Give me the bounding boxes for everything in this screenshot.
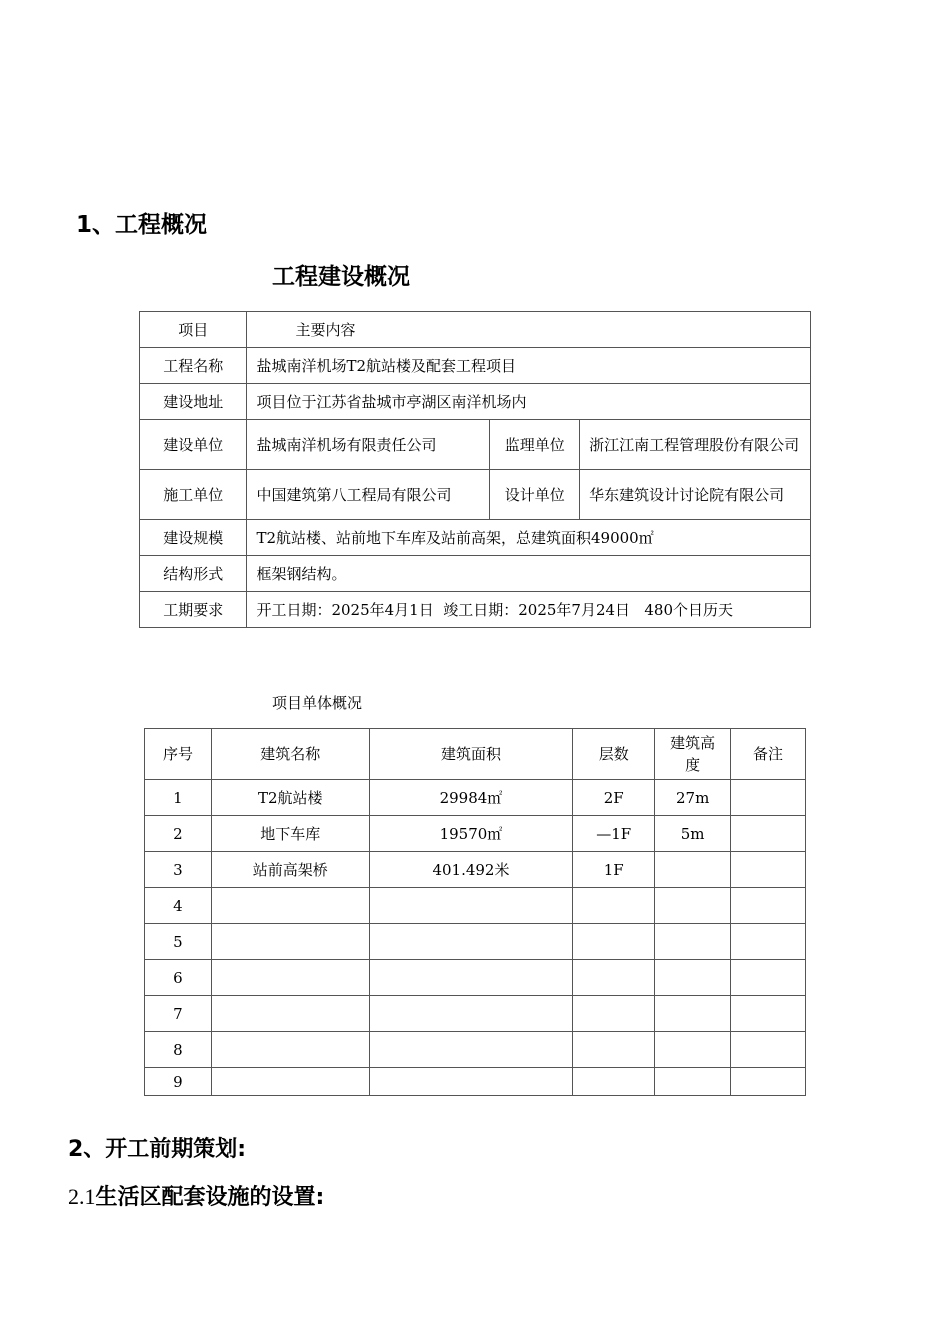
header-cell: 层数: [573, 729, 655, 780]
cell: 1F: [573, 852, 655, 888]
cell: 9: [145, 1068, 212, 1096]
cell: 地下车库: [211, 816, 369, 852]
label-cell: 施工单位: [140, 470, 247, 520]
cell: [211, 996, 369, 1032]
cell: [369, 1068, 573, 1096]
cell: [731, 924, 806, 960]
cell: [573, 924, 655, 960]
value-cell: 项目位于江苏省盐城市亭湖区南洋机场内: [247, 384, 811, 420]
cell: [731, 888, 806, 924]
table-row: [140, 556, 811, 592]
cell: [573, 1068, 655, 1096]
label-cell: 建设规模: [140, 520, 247, 556]
section-heading-1: 1、工程概况: [76, 212, 208, 238]
table-row: [145, 996, 806, 1032]
table-row: [140, 348, 811, 384]
cell: 2: [145, 816, 212, 852]
table-row: [140, 520, 811, 556]
header-cell: 主要内容: [247, 312, 811, 348]
cell: 6: [145, 960, 212, 996]
cell: [655, 996, 731, 1032]
table-row: [145, 888, 806, 924]
cell: [573, 996, 655, 1032]
cell: [369, 960, 573, 996]
cell: [731, 1032, 806, 1068]
header-cell: 建筑高度: [655, 729, 731, 780]
value-cell: 开工日期：2025年4月1日 竣工日期：2025年7月24日 480个日历天: [247, 592, 811, 628]
table-row: [145, 816, 806, 852]
table-row: [145, 780, 806, 816]
section-title: 生活区配套设施的设置:: [95, 1185, 325, 1210]
cell: 5: [145, 924, 212, 960]
units-caption: 项目单体概况: [272, 694, 363, 712]
cell: [655, 960, 731, 996]
cell: [573, 960, 655, 996]
cell: [655, 852, 731, 888]
value-cell: 框架钢结构。: [247, 556, 811, 592]
cell: [655, 888, 731, 924]
cell: 27m: [655, 780, 731, 816]
header-cell: 备注: [731, 729, 806, 780]
cell: 1: [145, 780, 212, 816]
header-cell: 建筑名称: [211, 729, 369, 780]
cell: [211, 888, 369, 924]
units-table: [144, 728, 806, 1096]
overview-table: [139, 311, 811, 628]
header-cell: 项目: [140, 312, 247, 348]
cell: —1F: [573, 816, 655, 852]
table-row: [140, 470, 811, 520]
table-row: [140, 312, 811, 348]
cell: 8: [145, 1032, 212, 1068]
cell: T2航站楼: [211, 780, 369, 816]
cell: [655, 1032, 731, 1068]
label-cell: 工程名称: [140, 348, 247, 384]
table-header-row: [145, 729, 806, 780]
cell: [731, 960, 806, 996]
table-row: [145, 852, 806, 888]
value-cell: 盐城南洋机场T2航站楼及配套工程项目: [247, 348, 811, 384]
cell: [731, 852, 806, 888]
cell: [369, 924, 573, 960]
cell: 站前高架桥: [211, 852, 369, 888]
value-cell: 浙江江南工程管理股份有限公司: [580, 420, 811, 470]
table-title: 工程建设概况: [272, 264, 410, 290]
section-number: 2.1: [68, 1184, 96, 1209]
label-cell: 设计单位: [490, 470, 580, 520]
table-row: [145, 960, 806, 996]
cell: 19570㎡: [369, 816, 573, 852]
cell: [731, 996, 806, 1032]
cell: 3: [145, 852, 212, 888]
cell: [573, 888, 655, 924]
label-cell: 结构形式: [140, 556, 247, 592]
cell: [211, 960, 369, 996]
cell: [211, 924, 369, 960]
value-cell: 盐城南洋机场有限责任公司: [247, 420, 490, 470]
value-cell: T2航站楼、站前地下车库及站前高架，总建筑面积49000㎡: [247, 520, 811, 556]
label-cell: 监理单位: [490, 420, 580, 470]
table-row: [140, 420, 811, 470]
header-cell: 建筑面积: [369, 729, 573, 780]
cell: [655, 1068, 731, 1096]
cell: [731, 1068, 806, 1096]
label-cell: 建设单位: [140, 420, 247, 470]
cell: 5m: [655, 816, 731, 852]
cell: [369, 888, 573, 924]
header-cell: 序号: [145, 729, 212, 780]
table-row: [140, 384, 811, 420]
cell: [211, 1068, 369, 1096]
section-heading-2: 2、开工前期策划:: [68, 1137, 247, 1162]
label-cell: 工期要求: [140, 592, 247, 628]
table-row: [140, 592, 811, 628]
cell: [211, 1032, 369, 1068]
cell: 4: [145, 888, 212, 924]
table-row: [145, 1068, 806, 1096]
table-row: [145, 1032, 806, 1068]
cell: [369, 1032, 573, 1068]
cell: [731, 816, 806, 852]
label-cell: 建设地址: [140, 384, 247, 420]
section-heading-2-1: [68, 1180, 324, 1211]
cell: [731, 780, 806, 816]
table-row: [145, 924, 806, 960]
value-cell: 华东建筑设计讨论院有限公司: [580, 470, 811, 520]
cell: [655, 924, 731, 960]
cell: 29984㎡: [369, 780, 573, 816]
cell: [573, 1032, 655, 1068]
value-cell: 中国建筑第八工程局有限公司: [247, 470, 490, 520]
cell: 401.492米: [369, 852, 573, 888]
cell: [369, 996, 573, 1032]
cell: 2F: [573, 780, 655, 816]
cell: 7: [145, 996, 212, 1032]
